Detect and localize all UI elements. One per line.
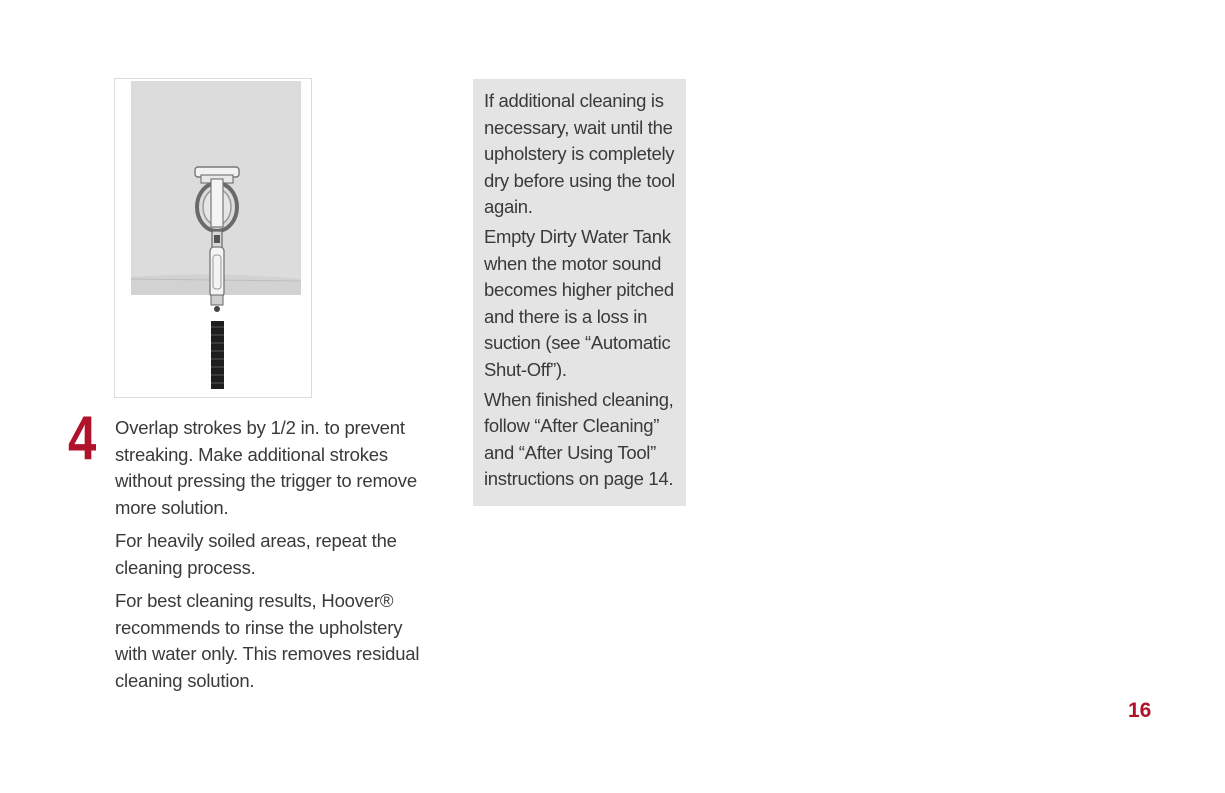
note-paragraph: If additional cleaning is necessary, wait until the upholstery is completely dry before using the tool again.	[484, 90, 675, 218]
step-paragraph: For best cleaning results, Hoover® recommends to rinse the upholstery with water only. This removes residual cleaning solution.	[115, 590, 420, 691]
upholstery-tool-image	[115, 79, 311, 397]
step-number: 4	[68, 404, 97, 473]
step-instructions	[115, 415, 420, 701]
step-paragraph: Overlap strokes by 1/2 in. to prevent streaking. Make additional strokes without pressing the trigger to remove more solution.	[115, 417, 417, 518]
page-number: 16	[1128, 699, 1152, 722]
note-paragraph: When finished cleaning, follow “After Cleaning” and “After Using Tool” instructions on page 14.	[484, 388, 674, 490]
tool-illustration	[114, 78, 312, 398]
note-paragraph: Empty Dirty Water Tank when the motor sound becomes higher pitched and there is a loss in suction (see “Automatic Shut-Off”).	[484, 225, 674, 380]
step-paragraph: For heavily soiled areas, repeat the cleaning process.	[115, 530, 397, 578]
note-box	[473, 79, 686, 506]
cleaning-tool-hose	[211, 321, 224, 389]
cleaning-tool-wand	[210, 247, 224, 312]
